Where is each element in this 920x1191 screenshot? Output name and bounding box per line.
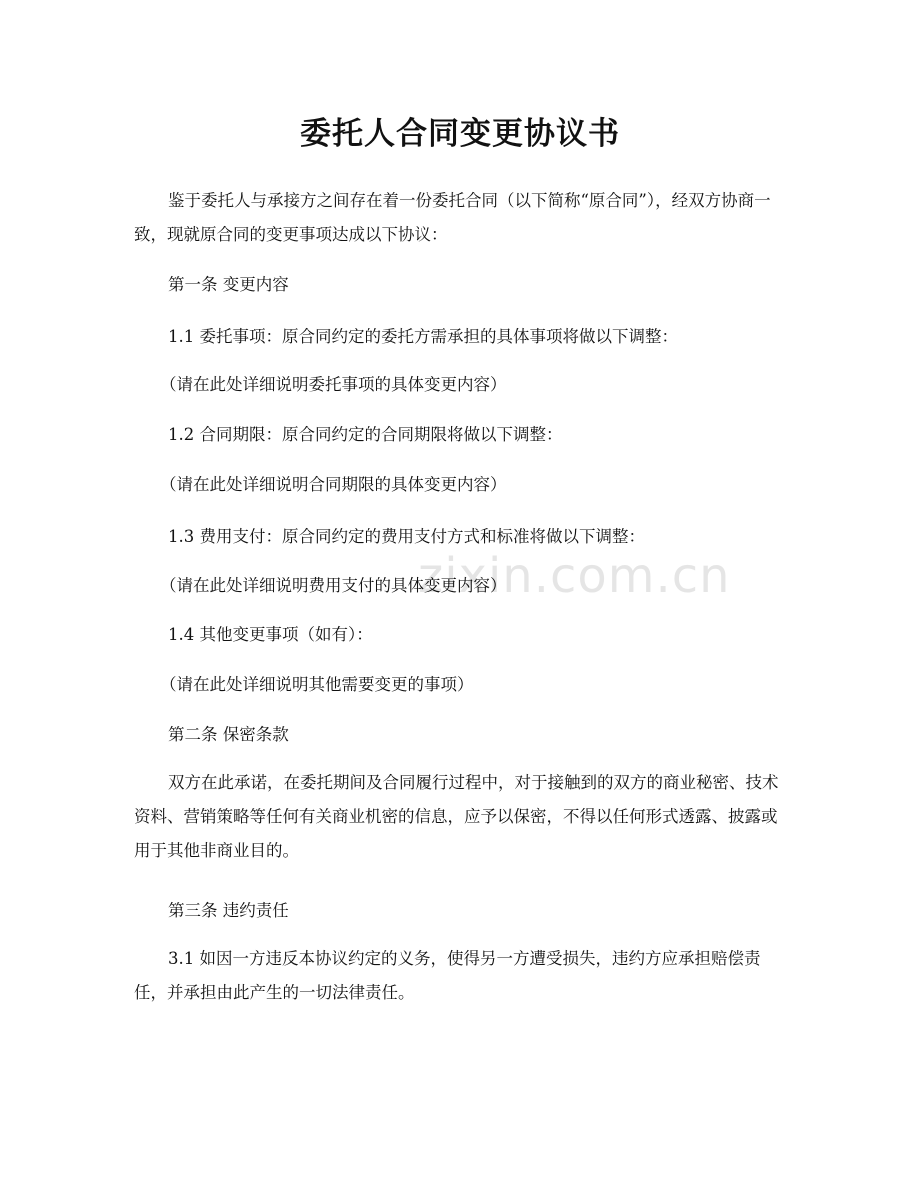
item-1-4-note: （请在此处详细说明其他需要变更的事项） xyxy=(160,675,474,694)
item-1-2: 1.2 合同期限：原合同约定的合同期限将做以下调整： xyxy=(168,425,563,444)
article-3-heading: 第三条 违约责任 xyxy=(168,901,289,920)
article-2-heading: 第二条 保密条款 xyxy=(168,725,289,744)
item-1-3: 1.3 费用支付：原合同约定的费用支付方式和标准将做以下调整： xyxy=(168,527,645,546)
article-1-heading: 第一条 变更内容 xyxy=(168,275,289,294)
item-1-1: 1.1 委托事项：原合同约定的委托方需承担的具体事项将做以下调整： xyxy=(168,327,678,346)
item-1-3-note: （请在此处详细说明费用支付的具体变更内容） xyxy=(160,576,507,595)
article-2-body: 双方在此承诺，在委托期间及合同履行过程中，对于接触到的双方的商业秘密、技术资料、营销策略等任何有关商业机密的信息，应予以保密，不得以任何形式透露、披露或用于其他非商业目的。 xyxy=(134,773,779,860)
intro-paragraph: 鉴于委托人与承接方之间存在着一份委托合同（以下简称“原合同”），经双方协商一致，现就原合同的变更事项达成以下协议： xyxy=(134,191,771,244)
document-title: 委托人合同变更协议书 xyxy=(300,116,620,152)
item-3-1: 3.1 如因一方违反本协议约定的义务，使得另一方遭受损失，违约方应承担赔偿责任，并承担由此产生的一切法律责任。 xyxy=(134,949,761,1002)
watermark-text: zixin.com.cn xyxy=(418,548,731,604)
item-1-1-note: （请在此处详细说明委托事项的具体变更内容） xyxy=(160,375,507,394)
item-1-2-note: （请在此处详细说明合同期限的具体变更内容） xyxy=(160,475,507,494)
item-1-4: 1.4 其他变更事项（如有）： xyxy=(168,625,373,644)
